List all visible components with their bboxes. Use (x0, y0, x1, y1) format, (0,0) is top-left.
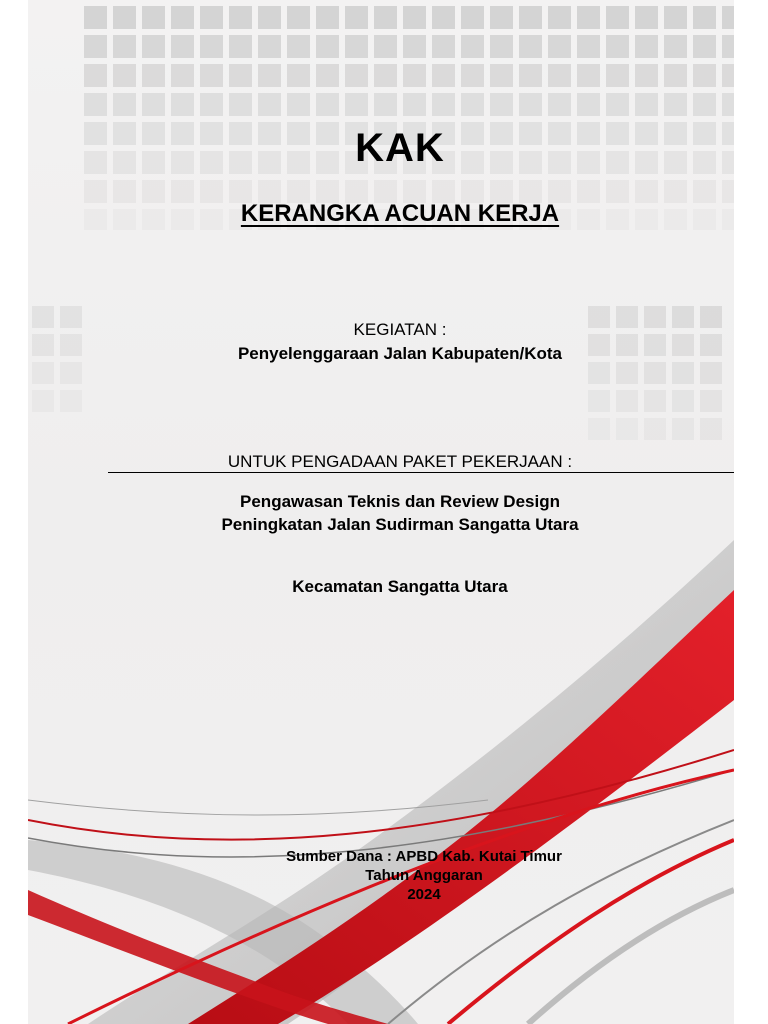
tile (461, 64, 484, 87)
tile (490, 64, 513, 87)
tile (548, 35, 571, 58)
tile (588, 418, 610, 440)
tile (461, 93, 484, 116)
tile (113, 35, 136, 58)
tile (635, 93, 658, 116)
document-subtitle (20, 200, 768, 228)
tile (644, 390, 666, 412)
tile (606, 64, 629, 87)
tile (616, 390, 638, 412)
tile (84, 35, 107, 58)
tile (374, 93, 397, 116)
tile (432, 6, 455, 29)
tile (577, 6, 600, 29)
tile (490, 35, 513, 58)
tile (287, 64, 310, 87)
tile (258, 35, 281, 58)
tile (672, 362, 694, 384)
tile (287, 93, 310, 116)
tile (374, 64, 397, 87)
tile (644, 362, 666, 384)
tile (142, 93, 165, 116)
tile (345, 93, 368, 116)
tile (616, 362, 638, 384)
tile (258, 64, 281, 87)
tile (258, 6, 281, 29)
tile (432, 64, 455, 87)
tile (664, 93, 687, 116)
tile (490, 6, 513, 29)
tile (113, 6, 136, 29)
tile (171, 6, 194, 29)
tahun-anggaran-value: 2024 (407, 886, 441, 903)
tile (374, 35, 397, 58)
tile (644, 418, 666, 440)
tahun-anggaran-label: Tahun Anggaran (365, 867, 483, 884)
tile (606, 6, 629, 29)
paket-name-line-2: Peningkatan Jalan Sudirman Sangatta Utara (221, 515, 579, 534)
tile (693, 35, 716, 58)
paket-name-line-1: Pengawasan Teknis dan Review Design (240, 492, 560, 511)
tile (171, 35, 194, 58)
tile (374, 6, 397, 29)
tile (229, 93, 252, 116)
tile (60, 390, 82, 412)
tile (722, 64, 734, 87)
tile-pattern-decoration (28, 0, 734, 230)
tile (700, 418, 722, 440)
document-subtitle-text: KERANGKA ACUAN KERJA (240, 200, 560, 227)
tile (519, 93, 542, 116)
tile (664, 35, 687, 58)
tile (606, 93, 629, 116)
tile (316, 35, 339, 58)
tile (548, 64, 571, 87)
tile (113, 93, 136, 116)
tile (519, 6, 542, 29)
kegiatan-label: KEGIATAN : (353, 320, 447, 339)
tile (700, 390, 722, 412)
tile (229, 35, 252, 58)
tile (32, 362, 54, 384)
tile (635, 6, 658, 29)
tile (722, 93, 734, 116)
section-divider (108, 472, 734, 473)
tile (403, 35, 426, 58)
tile (287, 6, 310, 29)
tile (229, 64, 252, 87)
tile (616, 418, 638, 440)
kecamatan-text: Kecamatan Sangatta Utara (292, 577, 508, 596)
tile (432, 93, 455, 116)
tile (588, 390, 610, 412)
tile (60, 362, 82, 384)
tile (84, 64, 107, 87)
tile (672, 390, 694, 412)
tile (345, 64, 368, 87)
tile (577, 93, 600, 116)
tile (403, 6, 426, 29)
tile (432, 35, 455, 58)
tile (403, 64, 426, 87)
tile (722, 35, 734, 58)
tile (142, 6, 165, 29)
tile (490, 93, 513, 116)
tile (200, 35, 223, 58)
tile (700, 362, 722, 384)
tile (693, 93, 716, 116)
tile (577, 64, 600, 87)
tile (693, 64, 716, 87)
tile (142, 64, 165, 87)
sumber-dana-text: Sumber Dana : APBD Kab. Kutai Timur (286, 848, 562, 865)
kegiatan-value: Penyelenggaraan Jalan Kabupaten/Kota (237, 344, 563, 363)
tile (722, 6, 734, 29)
tile (258, 93, 281, 116)
tile (693, 6, 716, 29)
tile (84, 6, 107, 29)
tile (606, 35, 629, 58)
tile (519, 64, 542, 87)
tile (461, 6, 484, 29)
tile (403, 93, 426, 116)
tile (461, 35, 484, 58)
tile (548, 6, 571, 29)
tile (635, 64, 658, 87)
tile (577, 35, 600, 58)
document-title: KAK (355, 126, 445, 170)
tile (588, 362, 610, 384)
tile (548, 93, 571, 116)
tile (664, 6, 687, 29)
tile (171, 93, 194, 116)
tile (113, 64, 136, 87)
tile (316, 93, 339, 116)
tile (200, 64, 223, 87)
tile (316, 64, 339, 87)
tile (635, 35, 658, 58)
paket-label: UNTUK PENGADAAN PAKET PEKERJAAN : (227, 452, 573, 471)
tile (200, 6, 223, 29)
tile (229, 6, 252, 29)
tile (287, 35, 310, 58)
tile (672, 418, 694, 440)
tile (84, 93, 107, 116)
tile (316, 6, 339, 29)
tile (142, 35, 165, 58)
tile (345, 35, 368, 58)
tile (32, 390, 54, 412)
tile (664, 64, 687, 87)
tile (519, 35, 542, 58)
tile (171, 64, 194, 87)
tile (200, 93, 223, 116)
tile (345, 6, 368, 29)
